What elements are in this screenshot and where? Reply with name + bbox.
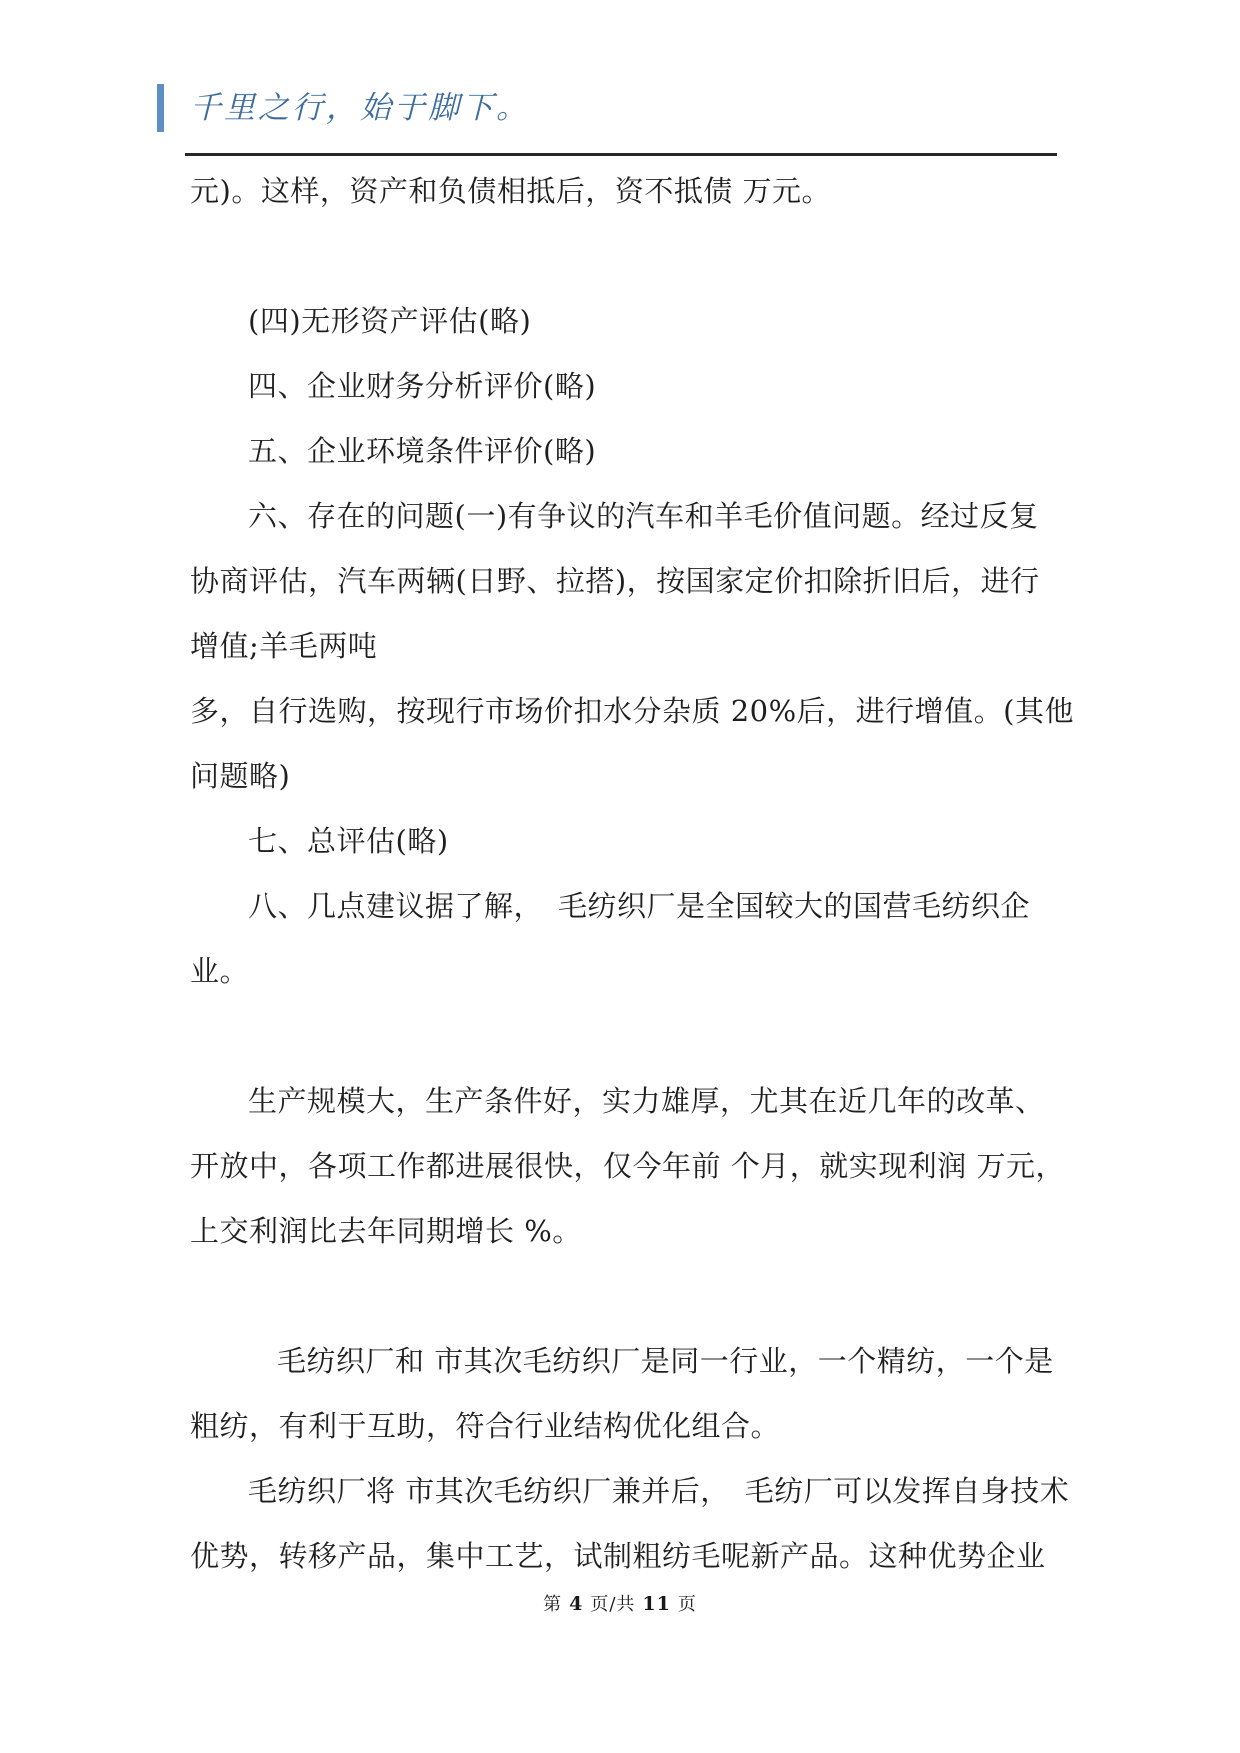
page-footer bbox=[0, 1590, 1240, 1616]
text-line: 粗纺，有利于互助，符合行业结构优化组合。 bbox=[190, 1409, 781, 1443]
text-line: 协商评估，汽车两辆(日野、拉搭)，按国家定价扣除折旧后，进行 bbox=[190, 564, 1040, 598]
footer-label-suffix: 页 bbox=[677, 1594, 697, 1615]
text-line: 增值;羊毛两吨 bbox=[190, 629, 378, 663]
header-accent-bar bbox=[157, 84, 164, 132]
text-line: 六、存在的问题(一)有争议的汽车和羊毛价值问题。经过反复 bbox=[248, 499, 1039, 533]
text-line: 生产规模大，生产条件好，实力雄厚，尤其在近几年的改革、 bbox=[248, 1084, 1045, 1118]
footer-label-middle: 页/共 bbox=[590, 1594, 636, 1615]
total-page-number: 11 bbox=[642, 1593, 671, 1615]
footer-label-prefix: 第 bbox=[543, 1594, 563, 1615]
text-line: (四)无形资产评估(略) bbox=[248, 304, 532, 338]
text-line: 五、企业环境条件评价(略) bbox=[248, 434, 597, 468]
text-line: 业。 bbox=[190, 954, 250, 988]
text-line: 上交利润比去年同期增长 %。 bbox=[190, 1214, 582, 1248]
text-line: 毛纺织厂将 市其次毛纺织厂兼并后， 毛纺厂可以发挥自身技术 bbox=[248, 1474, 1070, 1508]
header-motto: 千里之行，始于脚下。 bbox=[190, 90, 530, 126]
text-line: 元)。这样，资产和负债相抵后，资不抵债 万元。 bbox=[190, 174, 832, 208]
text-line-blank bbox=[190, 1002, 1060, 1067]
text-line: 开放中，各项工作都进展很快，仅今年前 个月，就实现利润 万元， bbox=[190, 1149, 1065, 1183]
current-page-number: 4 bbox=[569, 1593, 584, 1615]
text-line: 八、几点建议据了解， 毛纺织厂是全国较大的国营毛纺织企 bbox=[248, 889, 1031, 923]
text-line-blank bbox=[190, 222, 1060, 287]
text-line: 问题略) bbox=[190, 759, 291, 793]
text-line-blank bbox=[190, 1262, 1060, 1327]
text-line: 四、企业财务分析评价(略) bbox=[248, 369, 597, 403]
text-line: 优势，转移产品，集中工艺，试制粗纺毛呢新产品。这种优势企业 bbox=[190, 1539, 1046, 1573]
document-body bbox=[190, 157, 1074, 1587]
text-line: 七、总评估(略) bbox=[248, 824, 449, 858]
text-line: 多，自行选购，按现行市场价扣水分杂质 20%后，进行增值。(其他 bbox=[190, 694, 1074, 728]
header-divider-rule bbox=[185, 153, 1057, 156]
text-line: 毛纺织厂和 市其次毛纺织厂是同一行业，一个精纺，一个是 bbox=[277, 1344, 1054, 1378]
